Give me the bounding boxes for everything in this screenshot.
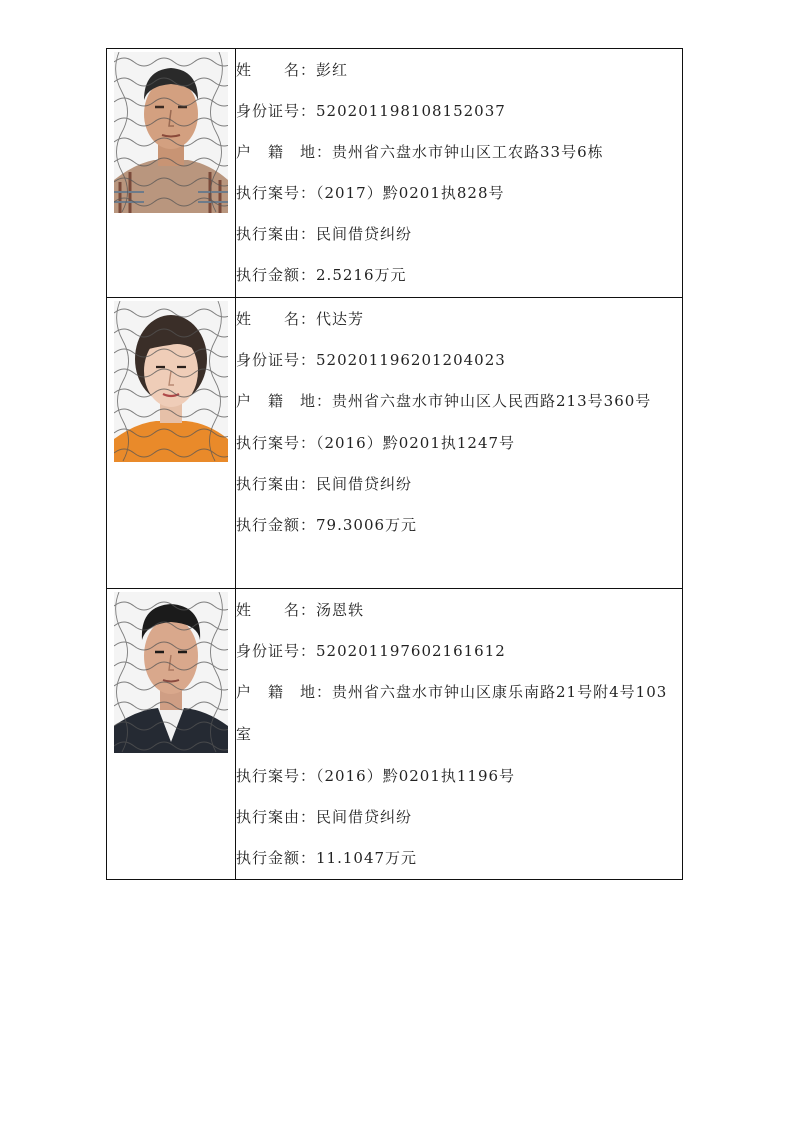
info-cell xyxy=(236,49,683,298)
case-number-value: （2017）黔0201执828号 xyxy=(316,184,505,202)
domicile-line xyxy=(236,671,682,755)
case-number-line xyxy=(236,422,682,463)
id-label: 身份证号： xyxy=(236,102,317,120)
domicile-value: 贵州省六盘水市钟山区人民西路213号360号 xyxy=(332,392,652,410)
amount-value: 79.3006万元 xyxy=(316,516,418,534)
amount-label: 执行金额： xyxy=(236,266,317,284)
case-cause-label: 执行案由： xyxy=(236,475,317,493)
amount-label: 执行金额： xyxy=(236,849,317,867)
portrait-photo-1 xyxy=(114,52,228,213)
name-value: 彭红 xyxy=(316,61,349,79)
domicile-label: 户 籍 地： xyxy=(236,143,333,161)
case-number-value: （2016）黔0201执1196号 xyxy=(316,767,516,785)
portrait-photo-2 xyxy=(114,301,228,462)
photo-cell xyxy=(107,49,236,298)
name-label: 姓 名： xyxy=(236,61,317,79)
id-line xyxy=(236,339,682,380)
id-value: 520201196201204023 xyxy=(316,351,506,369)
name-label: 姓 名： xyxy=(236,601,317,619)
case-number-label: 执行案号： xyxy=(236,184,317,202)
name-line xyxy=(236,589,682,630)
record-row xyxy=(107,589,683,880)
portrait-photo-3 xyxy=(114,592,228,753)
name-value: 汤恩轶 xyxy=(316,601,365,619)
id-value: 520201197602161612 xyxy=(316,642,506,660)
case-number-label: 执行案号： xyxy=(236,434,317,452)
case-number-value: （2016）黔0201执1247号 xyxy=(316,434,516,452)
id-line xyxy=(236,90,682,131)
case-number-line xyxy=(236,172,682,213)
name-value: 代达芳 xyxy=(316,310,365,328)
domicile-label: 户 籍 地： xyxy=(236,683,333,701)
case-number-label: 执行案号： xyxy=(236,767,317,785)
id-value: 520201198108152037 xyxy=(316,102,506,120)
amount-line xyxy=(236,254,682,295)
amount-line xyxy=(236,837,682,878)
id-label: 身份证号： xyxy=(236,642,317,660)
domicile-line xyxy=(236,131,682,172)
person-photo xyxy=(114,52,228,213)
case-cause-line xyxy=(236,796,682,837)
photo-cell xyxy=(107,298,236,589)
record-row xyxy=(107,298,683,589)
case-cause-label: 执行案由： xyxy=(236,225,317,243)
info-cell xyxy=(236,589,683,880)
case-cause-label: 执行案由： xyxy=(236,808,317,826)
name-label: 姓 名： xyxy=(236,310,317,328)
record-row xyxy=(107,49,683,298)
domicile-line xyxy=(236,380,682,422)
case-number-line xyxy=(236,755,682,796)
person-photo xyxy=(114,301,228,462)
domicile-value: 贵州省六盘水市钟山区康乐南路21号附4号103室 xyxy=(236,683,668,743)
photo-cell xyxy=(107,589,236,880)
person-photo xyxy=(114,592,228,753)
name-line xyxy=(236,298,682,339)
id-label: 身份证号： xyxy=(236,351,317,369)
case-cause-value: 民间借贷纠纷 xyxy=(316,475,413,493)
debtor-records-table xyxy=(106,48,683,880)
amount-value: 11.1047万元 xyxy=(316,849,418,867)
domicile-value: 贵州省六盘水市钟山区工农路33号6栋 xyxy=(332,143,604,161)
name-line xyxy=(236,49,682,90)
case-cause-line xyxy=(236,213,682,254)
case-cause-value: 民间借贷纠纷 xyxy=(316,808,413,826)
id-line xyxy=(236,630,682,671)
amount-value: 2.5216万元 xyxy=(316,266,407,284)
amount-label: 执行金额： xyxy=(236,516,317,534)
info-cell xyxy=(236,298,683,589)
case-cause-line xyxy=(236,463,682,504)
domicile-label: 户 籍 地： xyxy=(236,392,333,410)
case-cause-value: 民间借贷纠纷 xyxy=(316,225,413,243)
amount-line xyxy=(236,504,682,545)
